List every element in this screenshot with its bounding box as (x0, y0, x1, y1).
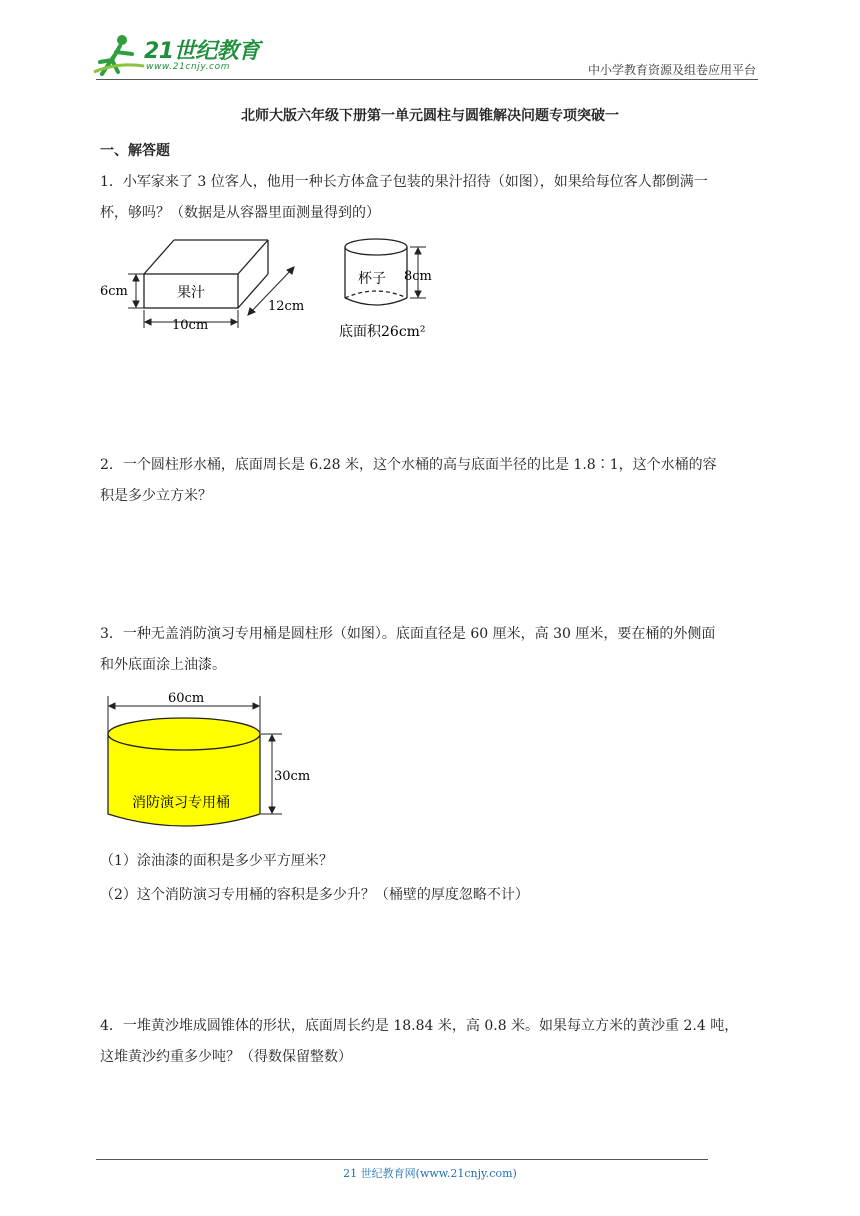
fire-bucket-figure (98, 686, 318, 836)
question-1-line-1: 1．小军家来了 3 位客人，他用一种长方体盒子包装的果汁招待（如图），如果给每位客人都倒满一 (100, 174, 708, 190)
question-4-line-1: 4．一堆黄沙堆成圆锥体的形状，底面周长约是 18.84 米，高 0.8 米。如果每立方米的黄沙重 2.4 吨， (100, 1018, 739, 1034)
question-1-line-2: 杯，够吗？（数据是从容器里面测量得到的） (100, 205, 380, 221)
header-platform-text: 中小学教育资源及组卷应用平台 (587, 63, 756, 77)
cuboid-shape (144, 240, 268, 308)
juice-box-cup-figure (96, 234, 456, 346)
question-2-line-2: 积是多少立方米？ (100, 488, 212, 504)
logo-url: www.21cnjy.com (146, 62, 231, 72)
question-3-line-2: 和外底面涂上油漆。 (100, 657, 226, 673)
question-2 (100, 450, 760, 512)
header-divider (96, 79, 758, 80)
question-1 (100, 167, 760, 229)
question-4 (100, 1011, 760, 1073)
cup-height-label: 8cm (404, 269, 432, 284)
footer-divider (96, 1159, 708, 1160)
question-4-line-2: 这堆黄沙约重多少吨？（得数保留整数） (100, 1049, 352, 1065)
question-3 (100, 619, 760, 681)
cup-label: 杯子 (358, 271, 386, 287)
question-2-line-1: 2．一个圆柱形水桶，底面周长是 6.28 米，这个水桶的高与底面半径的比是 1.8∶1，这个水桶的容 (100, 457, 717, 473)
question-3-sub-1: （1）涂油漆的面积是多少平方厘米？ (100, 853, 333, 869)
box-width-label: 12cm (268, 299, 305, 314)
question-3-line-1: 3．一种无盖消防演习专用桶是圆柱形（如图）。底面直径是 60 厘米，高 30 厘米，要在桶的外侧面 (100, 626, 716, 642)
box-label: 果汁 (177, 285, 205, 301)
logo-text: 21世纪教育 (144, 39, 260, 64)
runner-logo-icon (92, 32, 148, 78)
box-length-label: 10cm (172, 318, 209, 333)
section-heading: 一、解答题 (100, 143, 170, 159)
cup-base-label: 底面积26cm² (339, 324, 426, 340)
bucket-label: 消防演习专用桶 (132, 795, 230, 811)
bucket-height-label: 30cm (274, 769, 311, 784)
page-title: 北师大版六年级下册第一单元圆柱与圆锥解决问题专项突破一 (241, 108, 619, 124)
box-height-label: 6cm (100, 284, 128, 299)
bucket-diameter-label: 60cm (168, 691, 205, 706)
footer-link[interactable]: 21 世纪教育网(www.21cnjy.com) (343, 1167, 517, 1180)
question-3-sub-2: （2）这个消防演习专用桶的容积是多少升？（桶壁的厚度忽略不计） (100, 887, 529, 903)
